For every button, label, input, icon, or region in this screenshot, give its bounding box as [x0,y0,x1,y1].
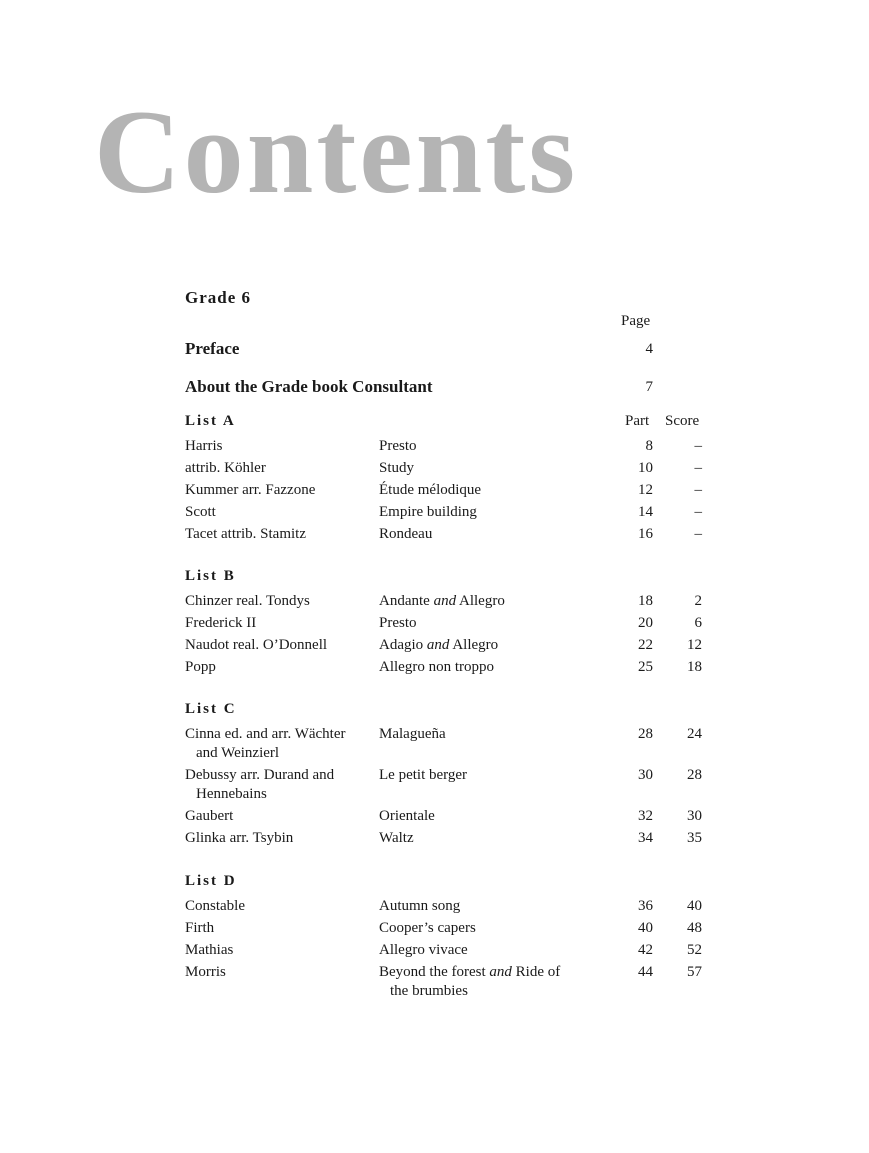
consultant-label: About the Grade book Consultant [185,377,433,396]
piece-title: Empire building [379,504,477,520]
part-page: 8 [645,438,653,454]
list-heading: List B [185,568,236,584]
composer: Frederick II [185,615,257,631]
score-page: 57 [687,964,702,980]
part-page: 22 [638,637,653,653]
piece-title: Beyond the forest and Ride of the brumbies [379,964,561,999]
score-page: 40 [687,898,702,914]
composer: Tacet attrib. Stamitz [185,526,306,542]
score-page: 2 [694,593,702,609]
score-page: 35 [687,830,702,846]
composer: Firth [185,920,215,936]
part-page: 36 [638,898,653,914]
composer: Naudot real. O’Donnell [185,637,328,653]
part-page: 12 [638,482,653,498]
preface-label: Preface [185,339,240,358]
composer: Chinzer real. Tondys [185,593,310,609]
score-page: 52 [687,942,702,958]
score-page: 12 [687,637,702,653]
piece-title: Waltz [379,830,414,846]
score-page: 24 [687,726,702,742]
composer: Morris [185,964,226,980]
page-column-header: Page [621,313,651,329]
part-page: 18 [638,593,653,609]
composer: Constable [185,898,245,914]
composer: Harris [185,438,223,454]
part-page: 14 [638,504,653,520]
piece-title: Presto [379,438,417,454]
piece-title: Presto [379,615,417,631]
part-page: 20 [638,615,653,631]
list-heading: List D [185,873,237,889]
grade-heading: Grade 6 [185,288,252,307]
part-page: 34 [638,830,653,846]
list-a-heading: List A [185,413,236,429]
part-page: 42 [638,942,653,958]
score-page: 18 [687,659,702,675]
piece-title: Study [379,460,415,476]
composer: Cinna ed. and arr. Wächter and Weinzierl [185,726,346,761]
score-page: – [694,504,702,520]
part-page: 16 [638,526,653,542]
piece-title: Adagio and Allegro [379,637,499,653]
score-page: 28 [687,767,702,783]
score-page: 48 [687,920,702,936]
piece-title: Le petit berger [379,767,468,783]
preface-page: 4 [645,341,653,357]
score-column-header: Score [665,413,700,429]
composer: attrib. Köhler [185,460,266,476]
page-title: Contents [94,85,579,218]
composer: Popp [185,659,216,675]
composer: Gaubert [185,808,234,824]
score-page: – [694,438,702,454]
part-page: 30 [638,767,653,783]
composer: Kummer arr. Fazzone [185,482,316,498]
part-page: 44 [638,964,653,980]
score-page: – [694,460,702,476]
composer: Mathias [185,942,234,958]
piece-title: Malagueña [379,726,446,742]
score-page: 30 [687,808,702,824]
part-page: 32 [638,808,653,824]
piece-title: Allegro non troppo [379,659,494,675]
piece-title: Andante and Allegro [379,593,505,609]
part-page: 28 [638,726,653,742]
piece-title: Cooper’s capers [379,920,476,936]
piece-title: Autumn song [379,898,461,914]
part-page: 40 [638,920,653,936]
consultant-page: 7 [645,379,653,395]
composer: Debussy arr. Durand and Hennebains [185,767,335,802]
piece-title: Étude mélodique [379,482,482,498]
part-page: 10 [638,460,653,476]
list-heading: List C [185,701,237,717]
score-page: – [694,482,702,498]
part-column-header: Part [625,413,650,429]
score-page: 6 [694,615,702,631]
piece-title: Orientale [379,808,435,824]
composer: Scott [185,504,216,520]
composer: Glinka arr. Tsybin [185,830,294,846]
piece-title: Allegro vivace [379,942,468,958]
piece-title: Rondeau [379,526,433,542]
score-page: – [694,526,702,542]
part-page: 25 [638,659,653,675]
